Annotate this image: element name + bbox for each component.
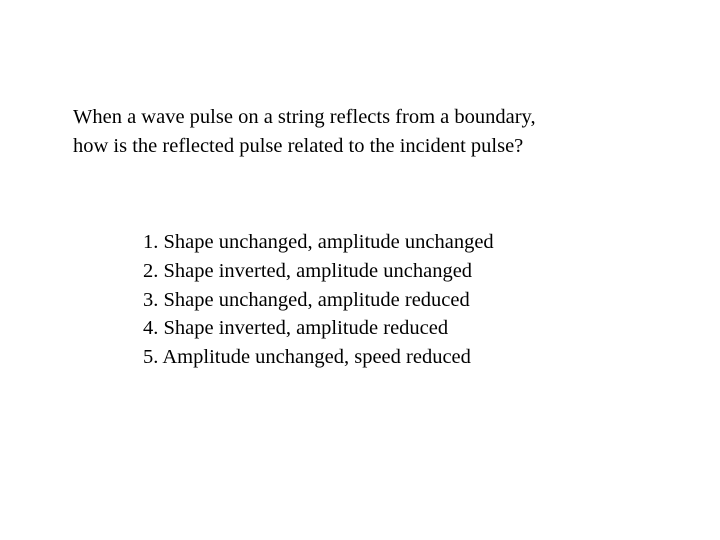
answer-options-list [143,228,683,372]
answer-option-2: 2. Shape inverted, amplitude unchanged [143,259,473,282]
question-line-1: When a wave pulse on a string reflects from a boundary, [73,106,536,128]
answer-option-5: 5. Amplitude unchanged, speed reduced [143,346,471,369]
answer-option-3: 3. Shape unchanged, amplitude reduced [143,288,470,311]
question-text [73,103,693,161]
answer-option-4: 4. Shape inverted, amplitude reduced [143,317,449,340]
answer-option-1: 1. Shape unchanged, amplitude unchanged [143,231,494,253]
question-line-2: how is the reflected pulse related to the incident pulse? [73,135,524,157]
